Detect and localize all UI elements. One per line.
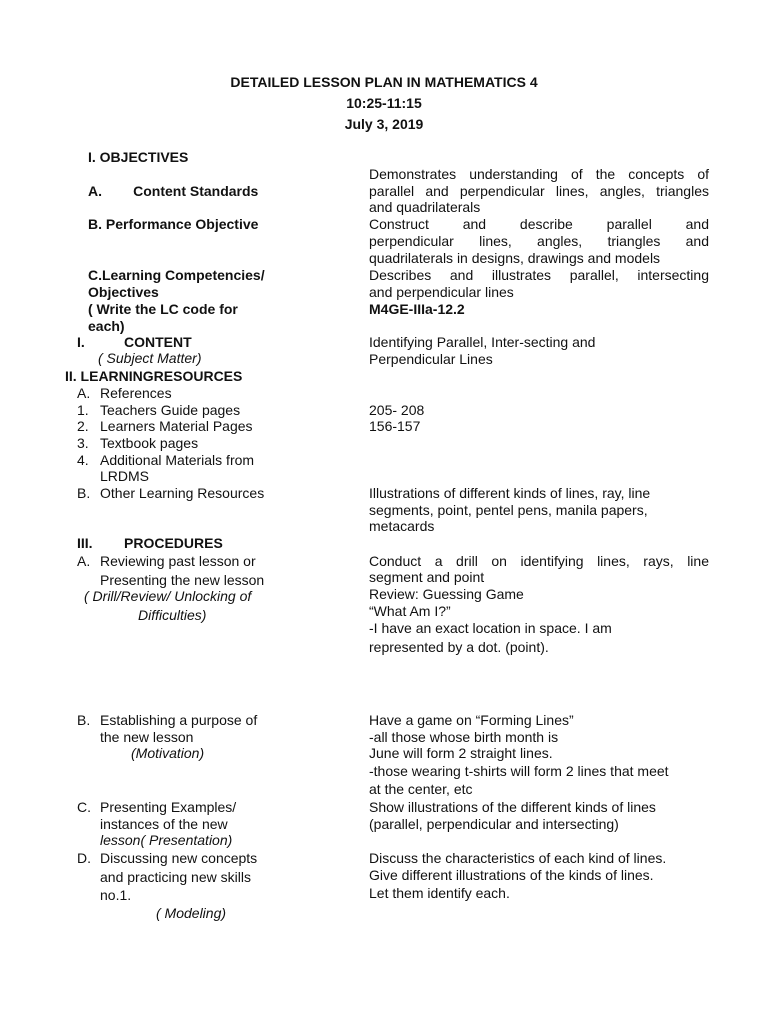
resource-marker: A. [77, 385, 91, 401]
text-line: -all those whose birth month is [369, 729, 559, 745]
content-heading: CONTENT [124, 334, 192, 350]
learning-resources-heading: II. LEARNINGRESOURCES [65, 368, 243, 384]
text-line: and quadrilaterals [369, 199, 481, 215]
resource-label: References [100, 385, 172, 401]
procedure-label-line: Discussing new concepts [100, 850, 258, 866]
text-line: perpendicular lines, angles, triangles and [369, 233, 709, 249]
text-line: Show illustrations of the different kinds of lines [369, 799, 656, 815]
label-line: Objectives [88, 284, 159, 300]
procedure-label-line: Establishing a purpose of [100, 712, 258, 728]
resource-label: Additional Materials from [100, 452, 255, 468]
procedure-marker: D. [77, 850, 91, 866]
text-line: (parallel, perpendicular and intersecting) [369, 816, 619, 832]
text-line: Describes and illustrates parallel, intersecting [369, 267, 709, 283]
procedure-note: (Motivation) [131, 745, 205, 761]
text-line: at the center, etc [369, 781, 473, 797]
text-line: Give different illustrations of the kinds of lines. [369, 867, 654, 883]
text-line: Let them identify each. [369, 885, 510, 901]
procedure-label-line: Presenting the new lesson [100, 572, 265, 588]
text-line: and perpendicular lines [369, 284, 514, 300]
label-line: each) [88, 318, 125, 334]
procedure-label-line: the new lesson [100, 729, 194, 745]
resource-marker: 4. [77, 452, 89, 468]
resource-marker: B. [77, 485, 91, 501]
procedure-note: ( Modeling) [156, 905, 227, 921]
lesson-date: July 3, 2019 [344, 116, 424, 132]
resource-marker: 3. [77, 435, 89, 451]
document-title: DETAILED LESSON PLAN IN MATHEMATICS 4 [230, 74, 538, 90]
objectives-heading: I. OBJECTIVES [88, 149, 189, 165]
text-line: Have a game on “Forming Lines” [369, 712, 574, 728]
resource-marker: 2. [77, 418, 89, 434]
procedure-label-line: no.1. [100, 887, 132, 903]
resource-label: Teachers Guide pages [100, 402, 241, 418]
procedure-label-line: Presenting Examples/ [100, 799, 237, 815]
text-line: Construct and describe parallel and [369, 216, 709, 232]
performance-objective-label: B. Performance Objective [88, 216, 259, 232]
procedures-heading: PROCEDURES [124, 535, 223, 551]
text-line: Discuss the characteristics of each kind of lines. [369, 850, 667, 866]
procedure-label-line: instances of the new [100, 816, 228, 832]
procedure-marker: C. [77, 799, 91, 815]
procedure-marker: A. [77, 553, 91, 569]
text-line: -those wearing t-shirts will form 2 lines that meet [369, 763, 669, 779]
text-line: parallel and perpendicular lines, angles, triangles [369, 183, 709, 199]
resource-value: 156-157 [369, 418, 421, 434]
label-line: ( Write the LC code for [88, 301, 238, 317]
resource-marker: 1. [77, 402, 89, 418]
text-line: segment and point [369, 569, 485, 585]
text-line: June will form 2 straight lines. [369, 745, 553, 761]
procedure-note-line: ( Drill/Review/ Unlocking of [84, 588, 252, 604]
lc-code: M4GE-IIIa-12.2 [369, 301, 465, 317]
content-standards-label: A. Content Standards [88, 183, 259, 199]
procedure-marker: B. [77, 712, 91, 728]
text-line: -I have an exact location in space. I am [369, 620, 612, 636]
text-line: “What Am I?” [369, 603, 451, 619]
resource-label: Textbook pages [100, 435, 199, 451]
resource-label: LRDMS [100, 468, 150, 484]
content-numeral: I. [77, 334, 85, 350]
content-text-line: Identifying Parallel, Inter-secting and [369, 334, 596, 350]
text-line: metacards [369, 518, 435, 534]
text-line: Review: Guessing Game [369, 586, 524, 602]
resource-value: 205- 208 [369, 402, 425, 418]
lesson-time: 10:25-11:15 [346, 95, 422, 111]
text-line: quadrilaterals in designs, drawings and models [369, 250, 661, 266]
text-line: Illustrations of different kinds of lines, ray, line [369, 485, 651, 501]
procedure-note-line: Difficulties) [138, 607, 207, 623]
resource-label: Learners Material Pages [100, 418, 253, 434]
resource-label: Other Learning Resources [100, 485, 265, 501]
content-subtitle: ( Subject Matter) [98, 350, 202, 366]
text-line: represented by a dot. (point). [369, 639, 549, 655]
procedure-label-line: lesson( Presentation) [100, 832, 233, 848]
procedure-label-line: and practicing new skills [100, 869, 251, 885]
text-line: segments, point, pentel pens, manila papers, [369, 502, 648, 518]
text-line: Conduct a drill on identifying lines, rays, line [369, 553, 709, 569]
text-line: Demonstrates understanding of the concepts of [369, 166, 709, 182]
procedure-label-line: Reviewing past lesson or [100, 553, 256, 569]
label-line: C.Learning Competencies/ [88, 267, 265, 283]
procedures-numeral: III. [77, 535, 93, 551]
content-text-line: Perpendicular Lines [369, 351, 493, 367]
